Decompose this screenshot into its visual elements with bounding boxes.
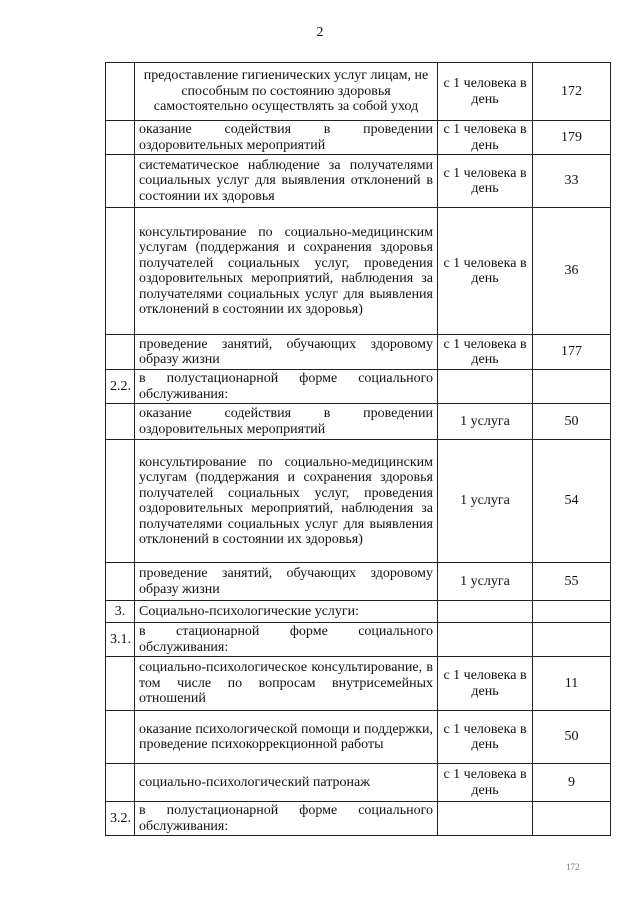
service-name: проведение занятий, обучающих здоровому образу жизни <box>135 335 438 370</box>
service-value: 9 <box>533 764 611 802</box>
unit-of-measure: 1 услуга <box>438 404 533 440</box>
table-row <box>106 764 611 802</box>
unit-of-measure <box>438 802 533 836</box>
service-name: оказание содействия в проведении оздоровительных мероприятий <box>135 404 438 440</box>
unit-of-measure: с 1 человека в день <box>438 208 533 335</box>
row-number <box>106 404 135 440</box>
unit-of-measure: с 1 человека в день <box>438 335 533 370</box>
row-number <box>106 155 135 208</box>
table-row <box>106 623 611 657</box>
service-name: систематическое наблюдение за получателями социальных услуг для выявления отклонений в состоянии их здоровья <box>135 155 438 208</box>
row-number <box>106 764 135 802</box>
service-value <box>533 601 611 623</box>
service-value: 177 <box>533 335 611 370</box>
table-row <box>106 121 611 155</box>
table-row <box>106 208 611 335</box>
unit-of-measure: с 1 человека в день <box>438 764 533 802</box>
row-number <box>106 563 135 601</box>
table-row <box>106 563 611 601</box>
row-number <box>106 335 135 370</box>
service-name: проведение занятий, обучающих здоровому образу жизни <box>135 563 438 601</box>
service-value <box>533 623 611 657</box>
service-value: 179 <box>533 121 611 155</box>
services-table <box>105 62 611 836</box>
page-number: 2 <box>316 25 324 40</box>
service-value: 172 <box>533 63 611 121</box>
unit-of-measure: с 1 человека в день <box>438 63 533 121</box>
unit-of-measure: с 1 человека в день <box>438 657 533 711</box>
row-number <box>106 121 135 155</box>
table-row <box>106 155 611 208</box>
service-value <box>533 802 611 836</box>
service-value: 33 <box>533 155 611 208</box>
table-row <box>106 711 611 764</box>
row-number: 3.1. <box>106 623 135 657</box>
service-name: оказание содействия в проведении оздоровительных мероприятий <box>135 121 438 155</box>
service-value: 11 <box>533 657 611 711</box>
unit-of-measure: с 1 человека в день <box>438 121 533 155</box>
unit-of-measure <box>438 370 533 404</box>
table-row <box>106 370 611 404</box>
unit-of-measure: 1 услуга <box>438 563 533 601</box>
row-number <box>106 208 135 335</box>
service-name: в стационарной форме социального обслуживания: <box>135 623 438 657</box>
table-row <box>106 440 611 563</box>
unit-of-measure <box>438 623 533 657</box>
row-number <box>106 440 135 563</box>
table-row <box>106 63 611 121</box>
service-value: 36 <box>533 208 611 335</box>
table-row <box>106 404 611 440</box>
table-row <box>106 657 611 711</box>
service-name: консультирование по социально-медицинским услугам (поддержания и сохранения здоровья получателей социальных услуг, проведения оздоровительных мероприятий, наблюдения за получателями социальных услуг для выявления отклонений в состоянии их здоровья) <box>135 208 438 335</box>
service-value: 54 <box>533 440 611 563</box>
row-number: 3. <box>106 601 135 623</box>
row-number <box>106 63 135 121</box>
table-row <box>106 335 611 370</box>
row-number: 2.2. <box>106 370 135 404</box>
unit-of-measure: с 1 человека в день <box>438 711 533 764</box>
unit-of-measure: 1 услуга <box>438 440 533 563</box>
service-name: социально-психологический патронаж <box>135 764 438 802</box>
service-value: 55 <box>533 563 611 601</box>
service-value <box>533 370 611 404</box>
service-name: в полустационарной форме социального обслуживания: <box>135 802 438 836</box>
service-name: оказание психологической помощи и поддержки, проведение психокоррекционной работы <box>135 711 438 764</box>
service-name: консультирование по социально-медицинским услугам (поддержания и сохранения здоровья получателей социальных услуг, проведения оздоровительных мероприятий, наблюдения за получателями социальных услуг для выявления отклонений в состоянии их здоровья) <box>135 440 438 563</box>
service-name: предоставление гигиенических услуг лицам, не способным по состоянию здоровья самостоятельно осуществлять за собой уход <box>135 63 438 121</box>
unit-of-measure <box>438 601 533 623</box>
row-number <box>106 657 135 711</box>
service-name: Социально-психологические услуги: <box>135 601 438 623</box>
unit-of-measure: с 1 человека в день <box>438 155 533 208</box>
row-number: 3.2. <box>106 802 135 836</box>
row-number <box>106 711 135 764</box>
service-name: социально-психологическое консультирование, в том числе по вопросам внутрисемейных отношений <box>135 657 438 711</box>
service-value: 50 <box>533 404 611 440</box>
margin-mark: 172 <box>566 862 580 872</box>
table-row <box>106 802 611 836</box>
service-value: 50 <box>533 711 611 764</box>
service-name: в полустационарной форме социального обслуживания: <box>135 370 438 404</box>
table-row <box>106 601 611 623</box>
